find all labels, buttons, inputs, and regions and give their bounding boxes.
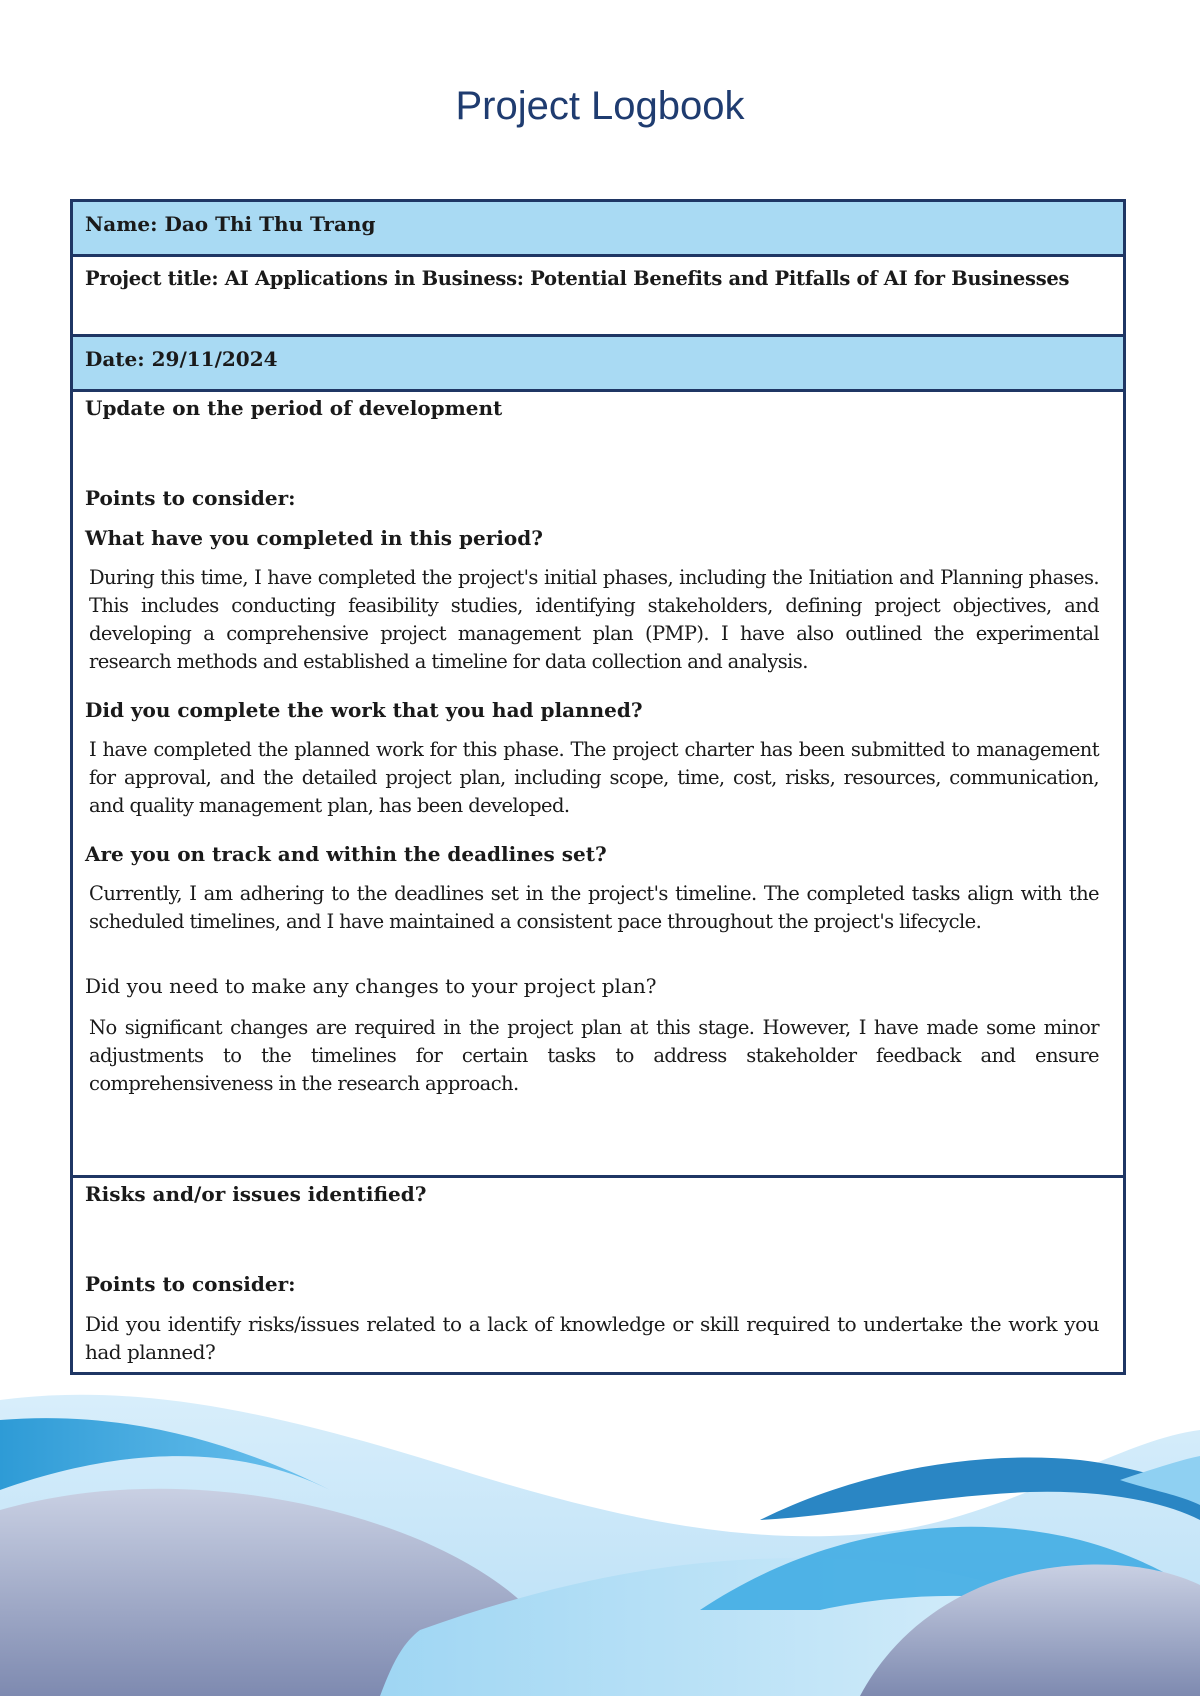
update-section — [73, 392, 1123, 1178]
risks-points-label: Points to consider: — [85, 1272, 296, 1296]
points-label: Points to consider: — [85, 486, 296, 510]
question-plan-changes: Did you need to make any changes to your project plan? — [85, 974, 657, 998]
name-row — [73, 202, 1123, 257]
answer-completed: During this time, I have completed the project's initial phases, including the Initiation and Planning phases. This includes conducting feasibility studies, identifying stakeholders, defining project objectives, and developing a comprehensive project management plan (PMP). I have also outlined the experimental research methods and established a timeline for data collection and analysis. — [89, 566, 1099, 673]
answer-planned-work: I have completed the planned work for this phase. The project charter has been submitted to management for approval, and the detailed project plan, including scope, time, cost, risks, resources, communication, and quality management plan, has been developed. — [89, 738, 1099, 817]
risks-heading: Risks and/or issues identified? — [85, 1182, 427, 1206]
risks-question-knowledge: Did you identify risks/issues related to a lack of knowledge or skill required to undertake the work you had planned? — [85, 1312, 1099, 1364]
project-title-row — [73, 257, 1123, 337]
project-title-field: Project title: AI Applications in Business: Potential Benefits and Pitfalls of AI for Businesses — [85, 267, 1070, 290]
update-heading: Update on the period of development — [85, 396, 503, 420]
page-title: Project Logbook — [455, 84, 745, 128]
question-planned-work: Did you complete the work that you had planned? — [85, 698, 643, 722]
question-on-track: Are you on track and within the deadlines set? — [85, 842, 607, 866]
question-completed: What have you completed in this period? — [85, 526, 543, 550]
logbook-table — [70, 199, 1126, 1375]
answer-plan-changes: No significant changes are required in the project plan at this stage. However, I have made some minor adjustments to the timelines for certain tasks to address stakeholder feedback and ensure comprehensiveness in the research approach. — [89, 1016, 1099, 1095]
name-field: Name: Dao Thi Thu Trang — [85, 212, 376, 236]
answer-on-track: Currently, I am adhering to the deadlines set in the project's timeline. The completed tasks align with the scheduled timelines, and I have maintained a consistent pace throughout the project's lifecycle. — [89, 882, 1099, 933]
risks-section — [73, 1178, 1123, 1372]
decorative-wave-footer — [0, 1380, 1200, 1696]
date-row — [73, 337, 1123, 392]
date-field: Date: 29/11/2024 — [85, 347, 278, 371]
